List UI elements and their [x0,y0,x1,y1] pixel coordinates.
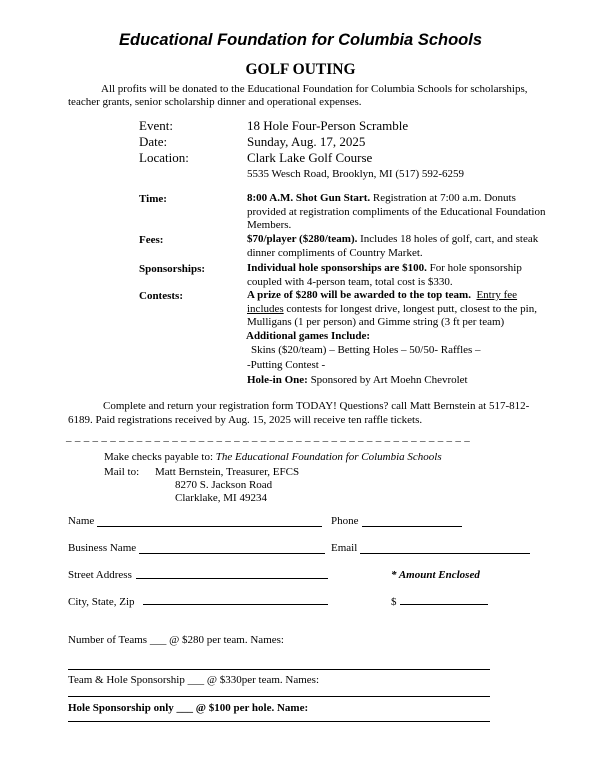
contests-prize: A prize of $280 will be awarded to the top team. [247,289,471,301]
sponsorships-text: For hole sponsorship coupled with 4-person team, total cost is $330. [247,262,522,288]
sponsorships-price: Individual hole sponsorships are $100. [247,262,427,274]
name-label: Name [68,515,95,527]
sponsorships-details [247,262,547,289]
fees-text: Includes 18 holes of golf, cart, and steak dinner compliments of Country Market. [247,233,539,259]
checks-payee: The Educational Foundation for Columbia Schools [215,451,442,463]
mail-to-name: Matt Bernstein, Treasurer, EFCS [155,466,300,478]
team-names-field[interactable] [68,669,490,670]
mail-to-city: Clarklake, MI 49234 [175,492,267,504]
dollar-label: $ [391,596,397,608]
time-details [247,192,547,233]
intro-paragraph: All profits will be donated to the Educational Foundation for Columbia Schools for scholarships, teacher grants, senior scholarship dinner and operational expenses. [68,83,528,108]
amount-enclosed-label: * Amount Enclosed [391,569,480,581]
city-state-zip-field[interactable] [143,604,328,605]
mail-to-street: 8270 S. Jackson Road [175,479,273,491]
fees-details [247,233,547,260]
phone-field[interactable] [362,526,462,527]
contests-entry-fee: Entry fee includes [247,289,518,315]
amount-field[interactable] [400,604,488,605]
date-label: Date: [139,134,168,149]
time-start: 8:00 A.M. Shot Gun Start. [247,192,371,204]
additional-games-heading: Additional games Include: [246,330,371,342]
checks-payable [104,451,442,463]
phone-label: Phone [331,515,359,527]
hole-sponsorship-only-label: Hole Sponsorship only ___ @ $100 per hole. Name: [68,702,309,714]
date-value: Sunday, Aug. 17, 2025 [247,134,366,149]
email-label: Email [331,542,358,554]
street-address-field[interactable] [136,578,328,579]
event-value: 18 Hole Four-Person Scramble [247,118,409,133]
contests-text: contests for longest drive, longest putt, closest to the pin, Mulligans (1 per person) and Gimme string (3 ft per team) [247,302,537,328]
fees-price: $70/player ($280/team). [247,233,358,245]
hole-in-one-label: Hole-in One: [247,374,308,386]
hole-sponsor-name-field[interactable] [68,721,490,722]
city-state-zip-label: City, State, Zip [68,596,135,608]
team-hole-sponsorship-label: Team & Hole Sponsorship ___ @ $330per team. Names: [68,674,320,686]
number-of-teams-label: Number of Teams ___ @ $280 per team. Names: [68,634,284,646]
location-value: Clark Lake Golf Course [247,150,373,165]
additional-games-line1: Skins ($20/team) – Betting Holes – 50/50- Raffles – [251,344,481,356]
email-field[interactable] [360,553,530,554]
location-address: 5535 Wesch Road, Brooklyn, MI (517) 592-6259 [247,168,465,180]
sponsorships-label: Sponsorships: [139,263,206,275]
event-label: Event: [139,118,173,133]
hole-in-one [247,374,468,386]
registration-paragraph: Complete and return your registration form TODAY! Questions? call Matt Bernstein at 517-812-6189. Paid registrations received by Aug. 15, 2025 will receive ten raffle tickets. [68,400,530,426]
event-subtitle: GOLF OUTING [245,61,356,78]
additional-games-line2: -Putting Contest - [247,359,326,371]
cut-line-separator: _ _ _ _ _ _ _ _ _ _ _ _ _ _ _ _ _ _ _ _ _ _ _ _ _ _ _ _ _ _ _ _ _ _ _ _ _ _ _ _ _ _ _ _ _ _ [66,431,471,443]
contests-details [247,289,547,330]
location-label: Location: [139,150,189,165]
hole-in-one-text: Sponsored by Art Moehn Chevrolet [307,374,468,386]
street-address-label: Street Address [68,569,132,581]
name-field[interactable] [97,526,322,527]
time-text: Registration at 7:00 a.m. Donuts provided at registration compliments of the Educational Foundation Members. [247,192,546,231]
business-name-field[interactable] [139,553,325,554]
team-hole-names-field[interactable] [68,696,490,697]
fees-label: Fees: [139,234,164,246]
business-name-label: Business Name [68,542,137,554]
time-label: Time: [139,193,167,205]
page-title: Educational Foundation for Columbia Schools [119,31,482,49]
contests-label: Contests: [139,290,183,302]
checks-prefix: Make checks payable to: [104,451,216,463]
mail-to-label: Mail to: [104,466,140,478]
